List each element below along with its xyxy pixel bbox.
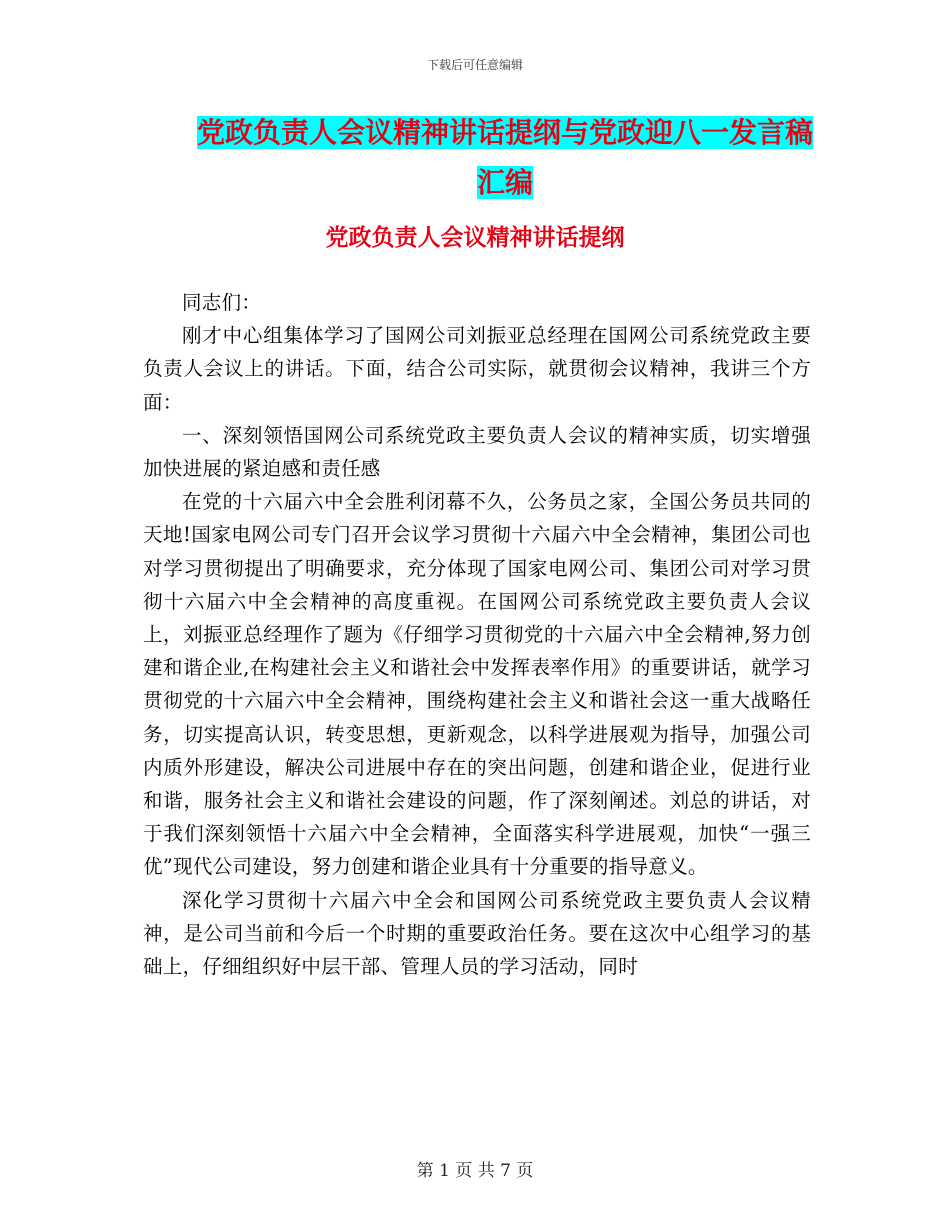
- document-title: [190, 108, 820, 208]
- section-title: 党政负责人会议精神讲话提纲: [325, 224, 625, 251]
- paragraph-body: 深化学习贯彻十六届六中全会和国网公司系统党政主要负责人会议精神，是公司当前和今后一个时期的重要政治任务。要在这次中心组学习的基础上，仔细组织好中层干部、管理人员的学习活动，同时: [143, 888, 811, 979]
- paragraph-greeting: 同志们：: [182, 291, 262, 314]
- paragraph-heading-one: 一、深刻领悟国网公司系统党政主要负责人会议的精神实质，切实增强加快进展的紧迫感和责任感: [143, 423, 811, 481]
- paragraph-body: 在党的十六届六中全会胜利闭幕不久，公务员之家，全国公务员共同的天地!国家电网公司专门召开会议学习贯彻十六届六中全会精神，集团公司也对学习贯彻提出了明确要求，充分体现了国家电网公司、集团公司对学习贯彻十六届六中全会精神的高度重视。在国网公司系统党政主要负责人会议上，刘振亚总经理作了题为《仔细学习贯彻党的十六届六中全会精神,努力创建和谐企业,在构建社会主义和谐社会中发挥表率作用》的重要讲话，就学习贯彻党的十六届六中全会精神，围绕构建社会主义和谐社会这一重大战略任务，切实提高认识，转变思想，更新观念，以科学进展观为指导，加强公司内质外形建设，解决公司进展中存在的突出问题，创建和谐企业，促进行业和谐，服务社会主义和谐社会建设的问题，作了深刻阐述。刘总的讲话，对于我们深刻领悟十六届六中全会精神，全面落实科学进展观，加快“一强三优”现代公司建设，努力创建和谐企业具有十分重要的指导意义。: [143, 490, 811, 879]
- page-number-footer: 第 1 页 共 7 页: [416, 1161, 534, 1181]
- page-header-note: 下载后可任意编辑: [426, 58, 523, 72]
- document-body: [143, 286, 811, 983]
- document-title-text: 党政负责人会议精神讲话提纲与党政迎八一发言稿汇编: [196, 116, 813, 199]
- paragraph-intro: 刚才中心组集体学习了国网公司刘振亚总经理在国网公司系统党政主要负责人会议上的讲话。下面，结合公司实际，就贯彻会议精神，我讲三个方面：: [143, 324, 811, 414]
